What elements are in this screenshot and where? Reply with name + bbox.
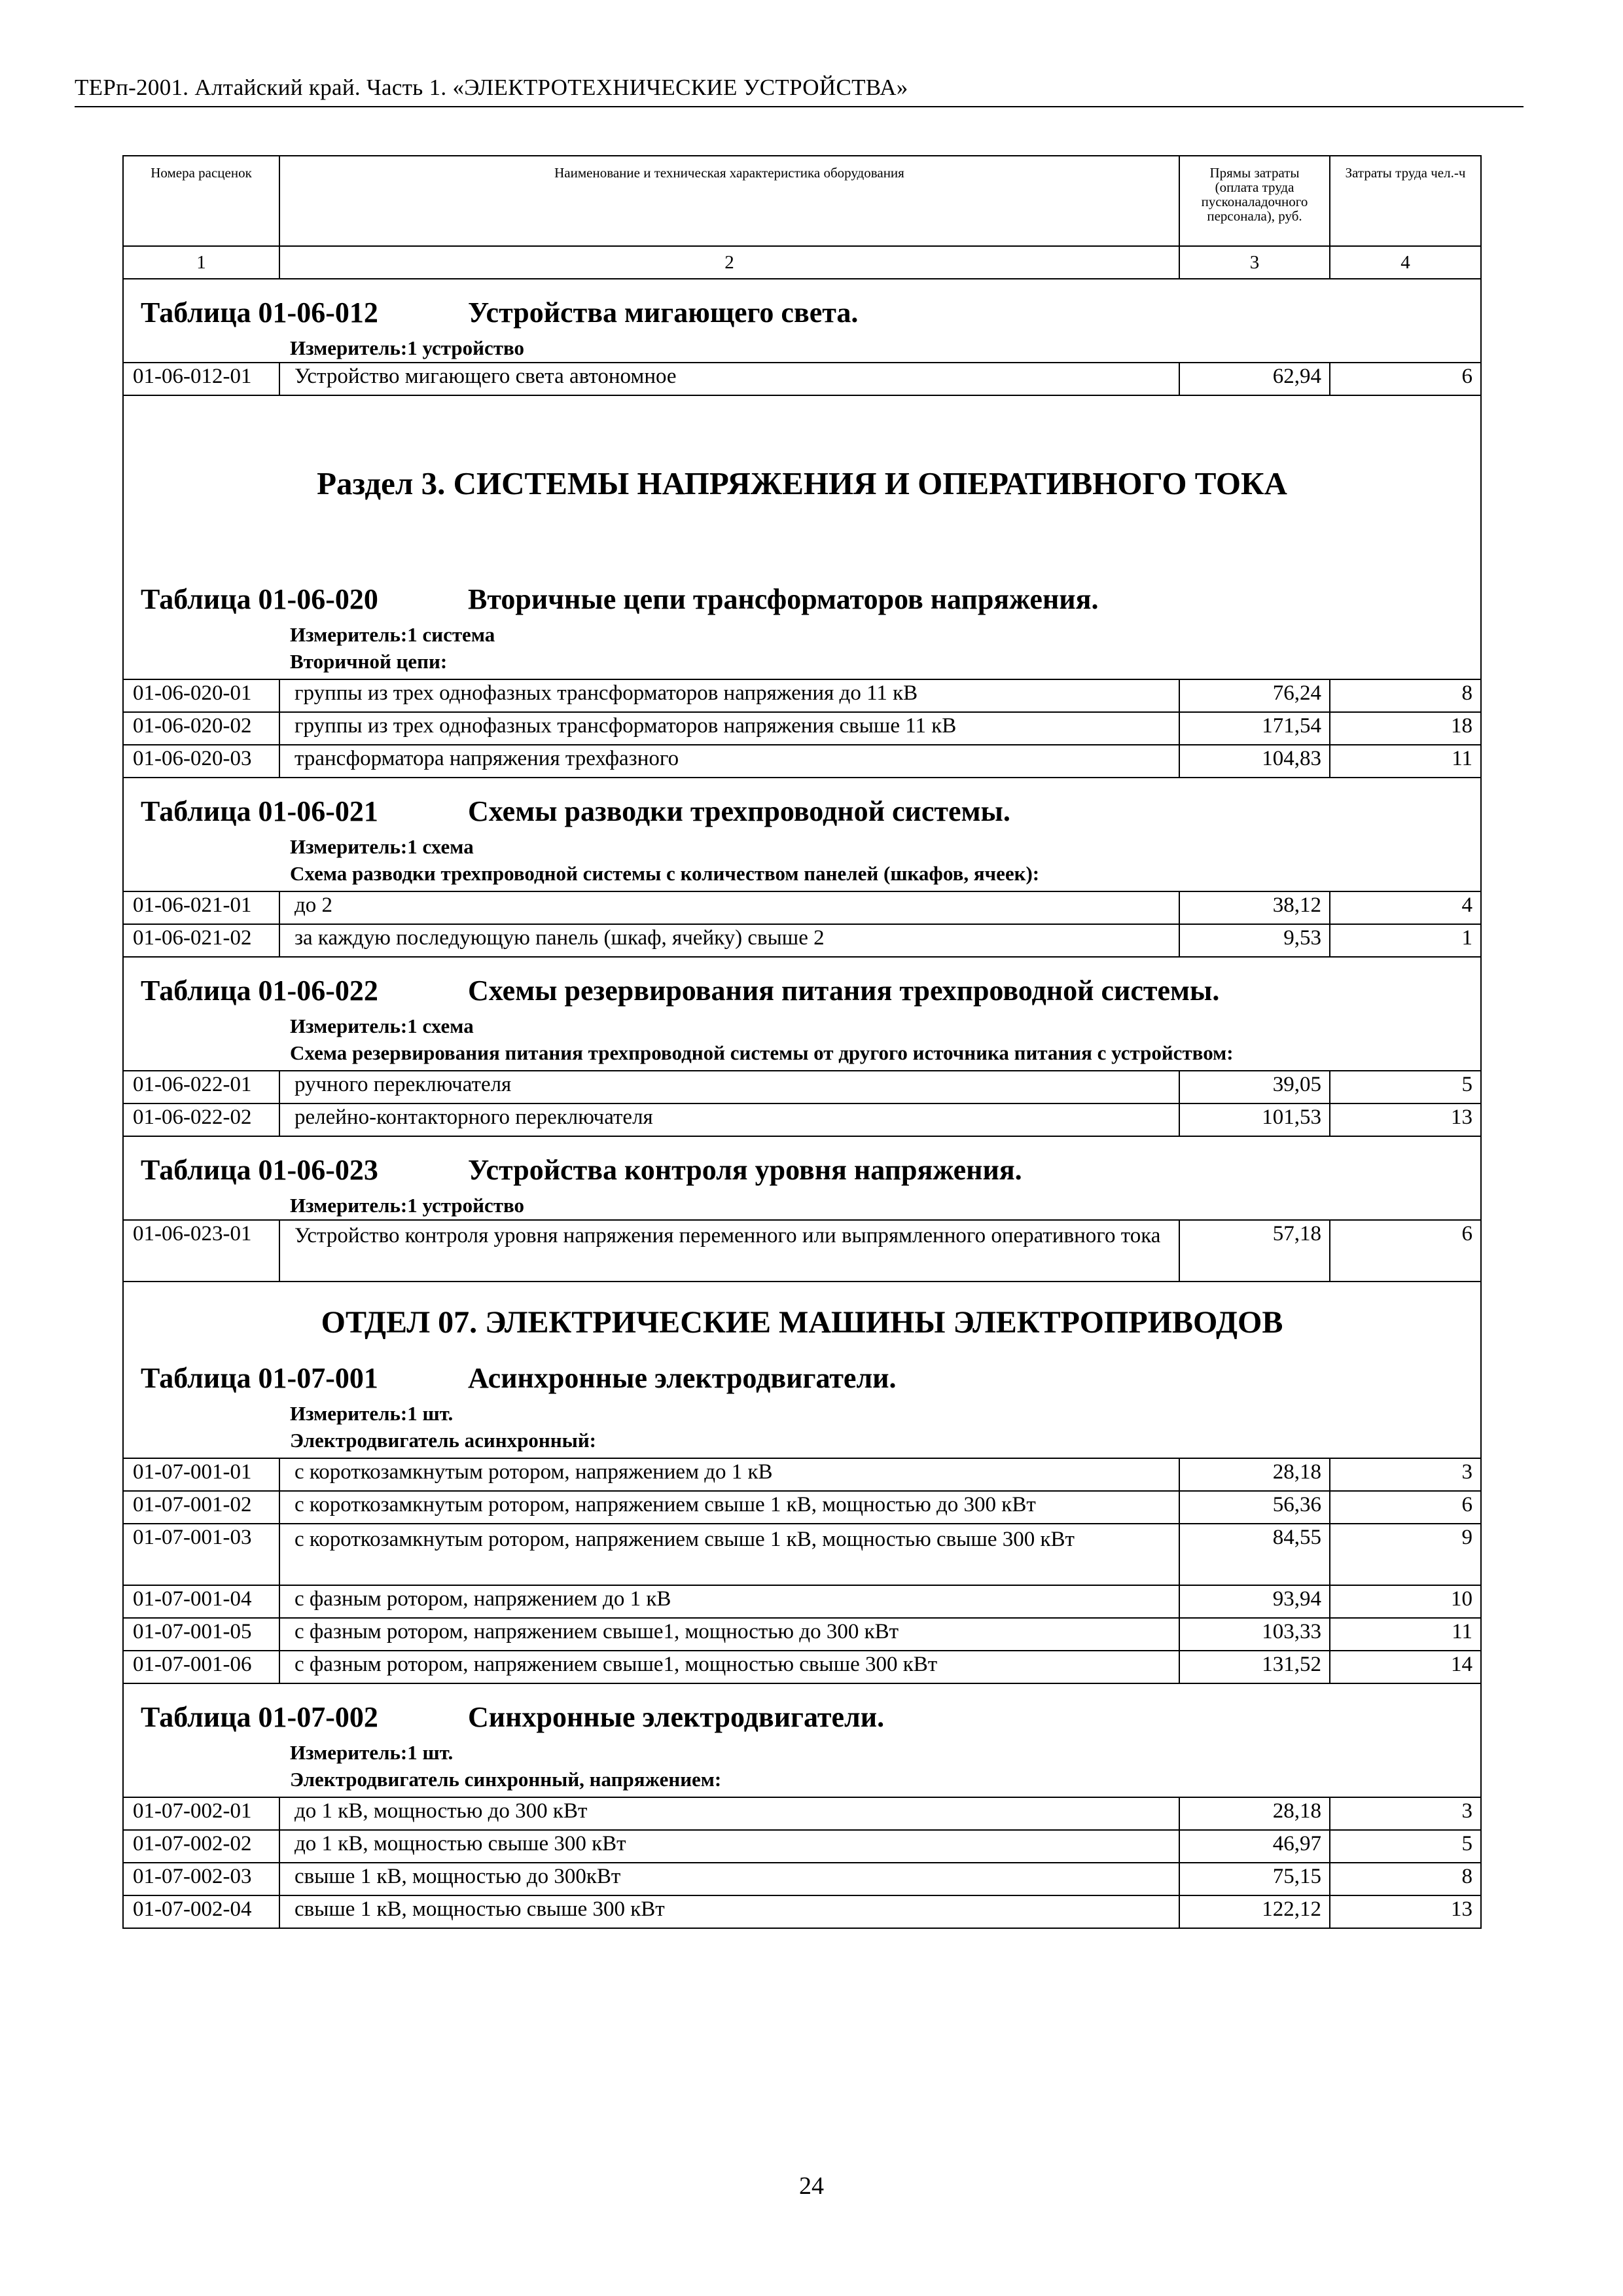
table-measure: Измеритель:1 система [123, 622, 1481, 649]
table-title [123, 566, 1481, 622]
header-cost: Прямы затраты (оплата труда пусконаладочного персонала), руб. [1179, 156, 1330, 246]
table-row [123, 679, 1481, 712]
table-row [123, 1220, 1481, 1282]
table-title [123, 1683, 1481, 1740]
rate-code: 01-06-012-01 [123, 363, 279, 395]
rate-name: релейно-контакторного переключателя [279, 1103, 1179, 1136]
table-row [123, 745, 1481, 778]
rate-cost: 39,05 [1179, 1071, 1330, 1103]
rate-labor: 8 [1330, 1863, 1481, 1895]
rate-cost: 76,24 [1179, 679, 1330, 712]
group-heading: Электродвигатель синхронный, напряжением: [123, 1767, 1481, 1797]
rate-cost: 56,36 [1179, 1491, 1330, 1524]
rate-cost: 101,53 [1179, 1103, 1330, 1136]
rate-name: свыше 1 кВ, мощностью до 300кВт [279, 1863, 1179, 1895]
rate-labor: 11 [1330, 1618, 1481, 1651]
rate-code: 01-06-022-01 [123, 1071, 279, 1103]
table-title [123, 1136, 1481, 1193]
table-measure: Измеритель:1 шт. [123, 1401, 1481, 1427]
rate-labor: 11 [1330, 745, 1481, 778]
rate-labor: 9 [1330, 1524, 1481, 1585]
rate-code: 01-06-022-02 [123, 1103, 279, 1136]
column-number: 2 [279, 246, 1179, 279]
table-measure: Измеритель:1 шт. [123, 1740, 1481, 1767]
table-name: Устройства контроля уровня напряжения. [468, 1154, 1022, 1186]
rate-cost: 62,94 [1179, 363, 1330, 395]
rate-name: ручного переключателя [279, 1071, 1179, 1103]
rate-name: с фазным ротором, напряжением свыше1, мощностью до 300 кВт [279, 1618, 1179, 1651]
rate-code: 01-07-002-03 [123, 1863, 279, 1895]
rate-labor: 3 [1330, 1797, 1481, 1830]
table-row [123, 1651, 1481, 1683]
rate-labor: 5 [1330, 1830, 1481, 1863]
rate-name: с короткозамкнутым ротором, напряжением свыше 1 кВ, мощностью свыше 300 кВт [279, 1524, 1179, 1585]
rate-labor: 5 [1330, 1071, 1481, 1103]
rate-name: с короткозамкнутым ротором, напряжением до 1 кВ [279, 1458, 1179, 1491]
table-row [123, 1103, 1481, 1136]
table-row [123, 1895, 1481, 1928]
section-heading: Раздел 3. СИСТЕМЫ НАПРЯЖЕНИЯ И ОПЕРАТИВНОГО ТОКА [123, 395, 1481, 566]
table-name: Устройства мигающего света. [468, 296, 859, 329]
rate-name: до 1 кВ, мощностью до 300 кВт [279, 1797, 1179, 1830]
rate-labor: 1 [1330, 924, 1481, 957]
table-measure: Измеритель:1 схема [123, 834, 1481, 861]
rate-cost: 131,52 [1179, 1651, 1330, 1683]
table-row [123, 363, 1481, 395]
rate-name: Устройство контроля уровня напряжения переменного или выпрямленного оперативного тока [279, 1220, 1179, 1282]
rate-name: свыше 1 кВ, мощностью свыше 300 кВт [279, 1895, 1179, 1928]
table-row [123, 1491, 1481, 1524]
table-row [123, 1071, 1481, 1103]
rate-name: группы из трех однофазных трансформаторов напряжения свыше 11 кВ [279, 712, 1179, 745]
rate-labor: 6 [1330, 363, 1481, 395]
rate-labor: 13 [1330, 1895, 1481, 1928]
group-heading: Схема разводки трехпроводной системы с количеством панелей (шкафов, ячеек): [123, 861, 1481, 891]
column-number-row [123, 246, 1481, 279]
rate-name: Устройство мигающего света автономное [279, 363, 1179, 395]
rate-labor: 10 [1330, 1585, 1481, 1618]
rate-code: 01-06-021-02 [123, 924, 279, 957]
rate-labor: 14 [1330, 1651, 1481, 1683]
rate-cost: 9,53 [1179, 924, 1330, 957]
table-number: Таблица 01-06-022 [141, 975, 378, 1007]
table-number: Таблица 01-06-012 [141, 296, 378, 329]
rate-name: группы из трех однофазных трансформаторов напряжения до 11 кВ [279, 679, 1179, 712]
table-name: Синхронные электродвигатели. [468, 1701, 885, 1733]
rate-name: с короткозамкнутым ротором, напряжением свыше 1 кВ, мощностью до 300 кВт [279, 1491, 1179, 1524]
rate-cost: 104,83 [1179, 745, 1330, 778]
table-title [123, 778, 1481, 834]
table-row [123, 1830, 1481, 1863]
table-row [123, 891, 1481, 924]
rate-labor: 3 [1330, 1458, 1481, 1491]
rate-code: 01-07-002-04 [123, 1895, 279, 1928]
table-measure: Измеритель:1 устройство [123, 336, 1481, 363]
rate-labor: 4 [1330, 891, 1481, 924]
rate-labor: 18 [1330, 712, 1481, 745]
rate-code: 01-06-023-01 [123, 1220, 279, 1282]
column-number: 4 [1330, 246, 1481, 279]
price-table [122, 155, 1482, 1929]
rate-labor: 8 [1330, 679, 1481, 712]
header-labor: Затраты труда чел.-ч [1330, 156, 1481, 246]
rate-code: 01-07-001-06 [123, 1651, 279, 1683]
rate-name: с фазным ротором, напряжением до 1 кВ [279, 1585, 1179, 1618]
rate-name: трансформатора напряжения трехфазного [279, 745, 1179, 778]
rate-name: до 1 кВ, мощностью свыше 300 кВт [279, 1830, 1179, 1863]
running-head: ТЕРп-2001. Алтайский край. Часть 1. «ЭЛЕКТРОТЕХНИЧЕСКИЕ УСТРОЙСТВА» [75, 73, 1524, 107]
rate-cost: 28,18 [1179, 1797, 1330, 1830]
table-name: Схемы разводки трехпроводной системы. [468, 795, 1010, 827]
rate-code: 01-07-002-01 [123, 1797, 279, 1830]
table-name: Вторичные цепи трансформаторов напряжения. [468, 583, 1099, 615]
rate-cost: 84,55 [1179, 1524, 1330, 1585]
department-heading: ОТДЕЛ 07. ЭЛЕКТРИЧЕСКИЕ МАШИНЫ ЭЛЕКТРОПРИВОДОВ [123, 1282, 1481, 1345]
header-name: Наименование и техническая характеристика оборудования [279, 156, 1179, 246]
rate-labor: 13 [1330, 1103, 1481, 1136]
table-row [123, 1524, 1481, 1585]
table-row [123, 1458, 1481, 1491]
table-row [123, 712, 1481, 745]
rate-labor: 6 [1330, 1220, 1481, 1282]
rate-name: за каждую последующую панель (шкаф, ячейку) свыше 2 [279, 924, 1179, 957]
table-number: Таблица 01-07-001 [141, 1362, 378, 1394]
column-number: 1 [123, 246, 279, 279]
table-title [123, 279, 1481, 336]
table-row [123, 1618, 1481, 1651]
header-code: Номера расценок [123, 156, 279, 246]
rate-code: 01-07-002-02 [123, 1830, 279, 1863]
table-name: Схемы резервирования питания трехпроводной системы. [468, 975, 1220, 1007]
rate-cost: 28,18 [1179, 1458, 1330, 1491]
table-row [123, 1863, 1481, 1895]
rate-cost: 57,18 [1179, 1220, 1330, 1282]
table-number: Таблица 01-06-023 [141, 1154, 378, 1186]
group-heading: Вторичной цепи: [123, 649, 1481, 679]
rate-code: 01-06-021-01 [123, 891, 279, 924]
table-name: Асинхронные электродвигатели. [468, 1362, 897, 1394]
group-heading: Схема резервирования питания трехпроводной системы от другого источника питания с устройством: [123, 1040, 1481, 1071]
rate-code: 01-06-020-02 [123, 712, 279, 745]
rate-code: 01-07-001-02 [123, 1491, 279, 1524]
rate-code: 01-07-001-01 [123, 1458, 279, 1491]
rate-code: 01-06-020-03 [123, 745, 279, 778]
table-measure: Измеритель:1 устройство [123, 1193, 1481, 1220]
rate-cost: 38,12 [1179, 891, 1330, 924]
table-row [123, 1797, 1481, 1830]
rate-code: 01-07-001-04 [123, 1585, 279, 1618]
rate-cost: 93,94 [1179, 1585, 1330, 1618]
table-number: Таблица 01-06-020 [141, 583, 378, 615]
rate-cost: 171,54 [1179, 712, 1330, 745]
table-title [123, 957, 1481, 1014]
table-number: Таблица 01-06-021 [141, 795, 378, 827]
rate-labor: 6 [1330, 1491, 1481, 1524]
rate-code: 01-07-001-05 [123, 1618, 279, 1651]
header-row [123, 156, 1481, 246]
rate-code: 01-07-001-03 [123, 1524, 279, 1585]
rate-name: до 2 [279, 891, 1179, 924]
rate-cost: 46,97 [1179, 1830, 1330, 1863]
page-number: 24 [799, 2172, 824, 2200]
table-row [123, 924, 1481, 957]
rate-cost: 122,12 [1179, 1895, 1330, 1928]
rate-code: 01-06-020-01 [123, 679, 279, 712]
table-title [123, 1345, 1481, 1401]
rate-cost: 103,33 [1179, 1618, 1330, 1651]
group-heading: Электродвигатель асинхронный: [123, 1427, 1481, 1458]
table-measure: Измеритель:1 схема [123, 1014, 1481, 1040]
rate-name: с фазным ротором, напряжением свыше1, мощностью свыше 300 кВт [279, 1651, 1179, 1683]
table-number: Таблица 01-07-002 [141, 1701, 378, 1733]
column-number: 3 [1179, 246, 1330, 279]
rate-cost: 75,15 [1179, 1863, 1330, 1895]
table-row [123, 1585, 1481, 1618]
